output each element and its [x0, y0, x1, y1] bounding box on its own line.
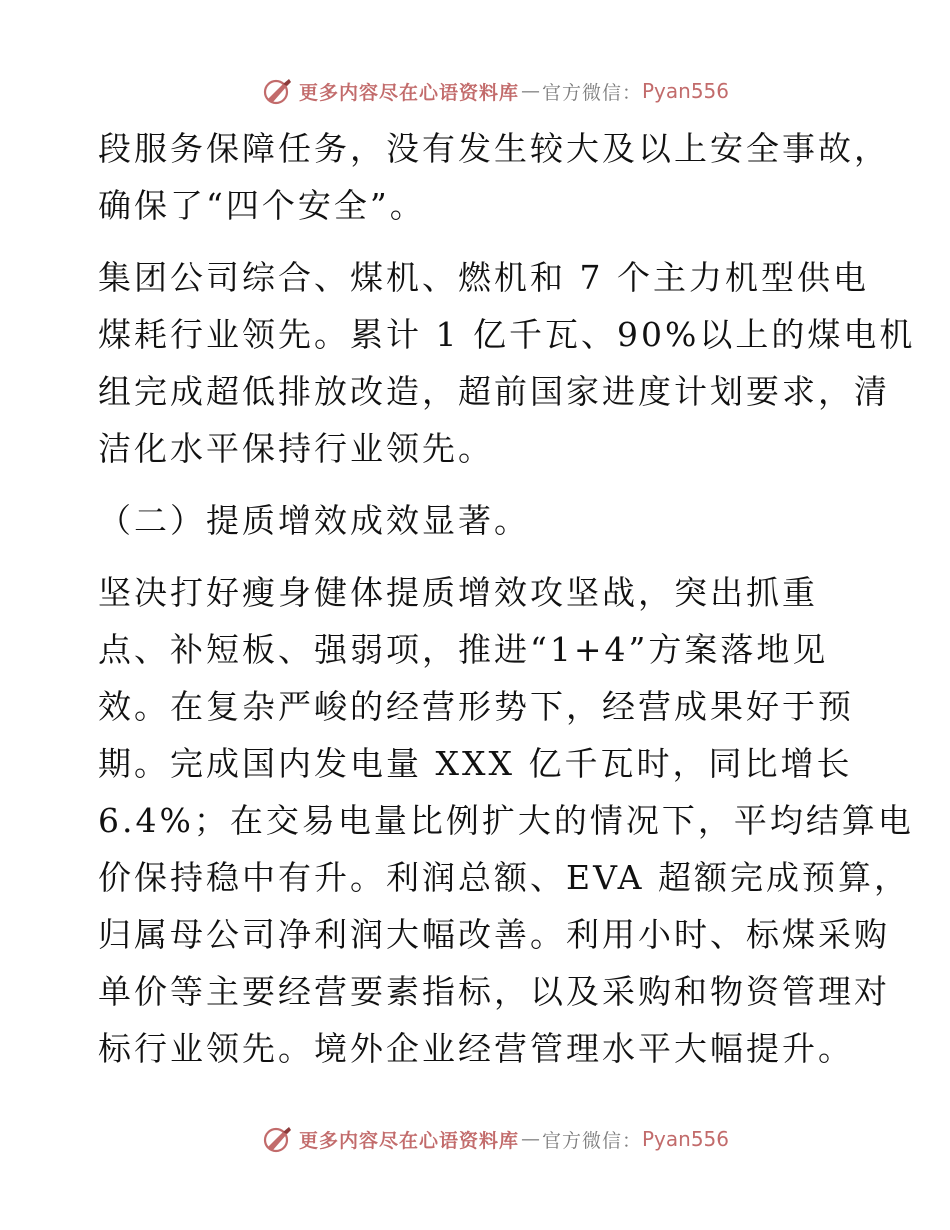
text-line: 点、补短板、强弱项，推进“1+4”方案落地见: [98, 630, 829, 669]
footer-watermark: [0, 1119, 950, 1159]
text-line: 组完成超低排放改造，超前国家进度计划要求，清: [98, 372, 890, 411]
watermark-sub-text: 官方微信：: [541, 1129, 642, 1152]
text-line: 洁化水平保持行业领先。: [98, 429, 494, 468]
header-watermark: [0, 71, 950, 111]
pen-logo-icon: [261, 76, 295, 106]
section-heading: [98, 492, 858, 549]
pen-logo-icon: [261, 1124, 295, 1154]
watermark-dash: —: [520, 1128, 540, 1150]
paragraph-3: [98, 564, 914, 1077]
text-line: 标行业领先。境外企业经营管理水平大幅提升。: [98, 1029, 854, 1068]
text-line: 确保了“四个安全”。: [98, 186, 426, 225]
text-line: 煤耗行业领先。累计 1 亿千瓦、90%以上的煤电机: [98, 315, 916, 354]
text-line: 6.4%；在交易电量比例扩大的情况下，平均结算电: [98, 801, 914, 840]
watermark-id: Pyan556: [642, 79, 730, 103]
document-body: [98, 120, 916, 1077]
watermark-main-text: 更多内容尽在心语资料库: [298, 81, 519, 104]
text-line: 价保持稳中有升。利润总额、EVA 超额完成预算，: [98, 858, 911, 897]
watermark-main-text: 更多内容尽在心语资料库: [298, 1129, 519, 1152]
text-line: 效。在复杂严峻的经营形势下，经营成果好于预: [98, 687, 854, 726]
text-line: 单价等主要经营要素指标，以及采购和物资管理对: [98, 972, 890, 1011]
heading-line: （二）提质增效成效显著。: [98, 501, 530, 540]
watermark-id: Pyan556: [642, 1127, 730, 1151]
paragraph-1: [98, 120, 890, 234]
text-line: 坚决打好瘦身健体提质增效攻坚战，突出抓重: [98, 573, 818, 612]
watermark-sub-text: 官方微信：: [541, 81, 642, 104]
text-line: 归属母公司净利润大幅改善。利用小时、标煤采购: [98, 915, 890, 954]
paragraph-2: [98, 249, 916, 477]
watermark-dash: —: [520, 80, 540, 102]
text-line: 期。完成国内发电量 XXX 亿千瓦时，同比增长: [98, 744, 853, 783]
text-line: 段服务保障任务，没有发生较大及以上安全事故，: [98, 129, 890, 168]
text-line: 集团公司综合、煤机、燃机和 7 个主力机型供电: [98, 258, 869, 297]
